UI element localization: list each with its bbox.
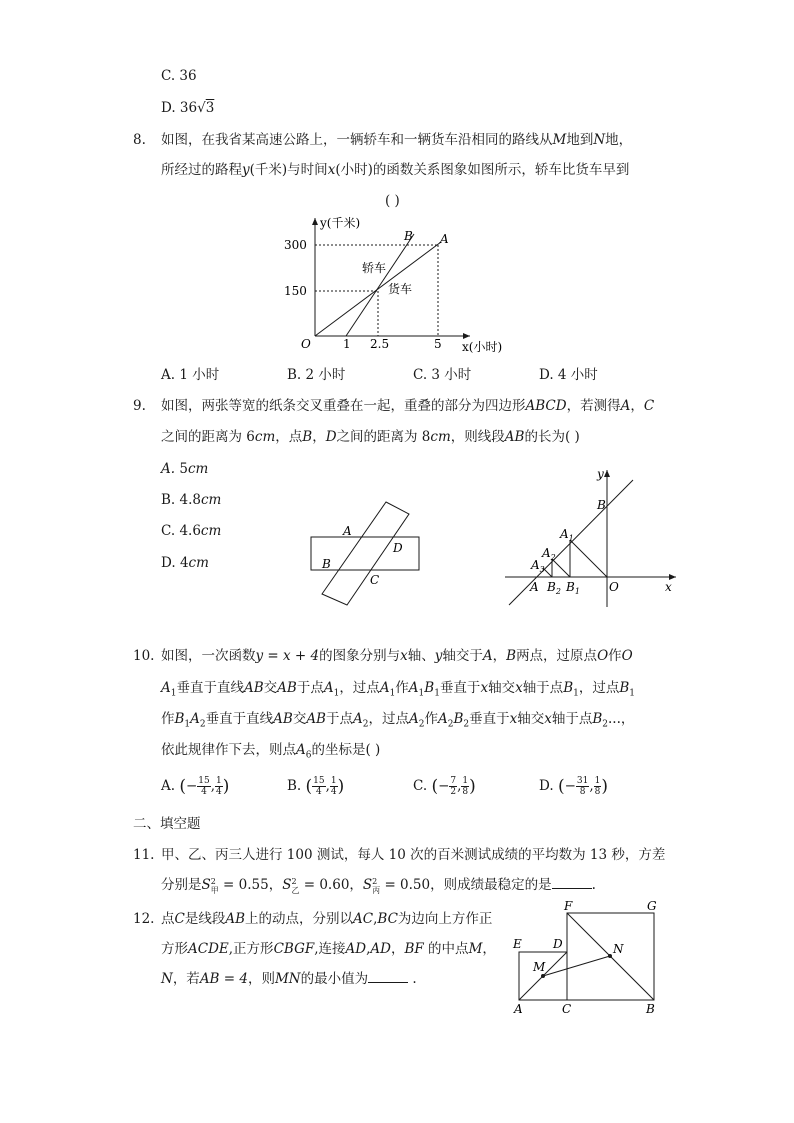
label-f: F [564,899,573,913]
q8-number: 8. [133,132,146,148]
q11-line-2: 分别是S 2 甲 = 0.55，S 2 乙 = 0.60，S 2 丙 = 0.50，则成绩最稳定的是 . [161,876,596,895]
point-m [541,974,545,978]
q11-number: 11. [133,847,155,863]
label-a: A [530,580,539,594]
label-n: N [613,942,624,956]
q7-option-d: D. 36√3 [161,100,215,116]
q8-line-2: 所经过的路程y(千米)与时间x(小时)的函数关系图象如图所示，轿车比货车早到 [161,162,630,178]
origin-label: O [301,337,311,351]
label-m: M [533,960,546,974]
label-a1: $A_1$ [560,527,574,543]
label-g: G [647,899,657,913]
answer-blank[interactable] [368,970,408,983]
q10-option-a: A. (− $\frac{15}{4}$ , $\frac{1}{4}$ ) [161,776,230,797]
label-c: C [562,1002,572,1016]
x-tick-1: 1 [343,337,351,351]
x-axis-arrow-icon [463,333,470,339]
y-tick-300: 300 [284,238,307,252]
q11-line-1: 甲、乙、丙三人进行 100 测试，每人 10 次的百米测试成绩的平均数为 13 秒，方差 [161,847,666,863]
label-b: B [597,498,606,512]
q12-line-1: 点C是线段AB上的动点，分别以AC,BC为边向上方作正 [161,911,493,927]
x-tick-5: 5 [434,337,442,351]
answer-blank[interactable] [552,876,592,889]
point-a-label: A [440,232,449,246]
label-d: D [553,937,563,951]
point-b-label: B [404,229,413,243]
q9-line-2: 之间的距离为 6cm，点B，D之间的距离为 8cm，则线段AB的长为( ) [161,429,580,445]
label-c: C [370,573,380,587]
y-axis-arrow-icon [312,218,318,225]
label-a3: $A_3$ [531,558,545,574]
x-tick-2-5: 2.5 [370,337,390,351]
sqrt-symbol: √ [197,100,206,116]
q10-number: 10. [133,648,155,664]
point-n [608,954,612,958]
q9-option-a: A. 5cm [161,461,209,477]
q9-number: 9. [133,398,146,414]
q9-option-c: C. 4.6cm [161,523,222,539]
label-o: O [609,580,619,594]
q12-figure [510,895,670,1020]
q10-option-c: C. (− $\frac{7}{2}$ , $\frac{1}{8}$ ) [413,776,476,797]
q7-option-c: C. 36 [161,68,197,84]
label-a2: $A_2$ [542,546,556,562]
q8-option-c: C. 3 小时 [413,367,472,383]
q8-line-1: 如图，在我省某高速公路上，一辆轿车和一辆货车沿相同的路线从M地到N地， [161,132,633,148]
car-label: 轿车 [362,261,387,275]
q10-line-1: 如图，一次函数y = x + 4的图象分别与x轴、y轴交于A，B两点，过原点O作O [161,648,633,664]
q8-option-a: A. 1 小时 [161,367,220,383]
truck-label: 货车 [388,282,413,296]
label-e: E [513,937,522,951]
q9-option-b: B. 4.8cm [161,492,222,508]
q12-number: 12. [133,911,155,927]
q8-option-d: D. 4 小时 [539,367,598,383]
q10-option-b: B. ( $\frac{15}{4}$ , $\frac{1}{4}$ ) [287,776,345,797]
q10-figure [500,465,685,610]
y-axis-arrow-icon [604,470,610,477]
x-axis-label: x(小时) [462,340,503,354]
seg-oa1 [570,540,607,577]
q10-line-2: $A_1$垂直于直线AB交AB于点$A_1$，过点$A_1$作$A_1B_1$垂直于x轴交x轴于点$B_1$，过点$B_1$ [161,680,635,699]
q10-line-3: 作$B_1A_2$垂直于直线AB交AB于点$A_2$，过点$A_2$作$A_2B_2$垂直于x轴交x轴于点$B_2$...， [161,711,635,730]
y-tick-150: 150 [284,284,307,298]
q9-line-1: 如图，两张等宽的纸条交叉重叠在一起，重叠的部分为四边形ABCD，若测得A，C [161,398,655,414]
label-b1: $B_1$ [566,580,580,596]
q8-answer-bracket: ( ) [385,193,400,209]
label-y: y [597,467,604,481]
q9-option-d: D. 4cm [161,555,209,571]
q12-line-3: N，若AB = 4，则MN的最小值为 . [161,971,417,987]
truck-line [315,242,441,336]
q8-option-b: B. 2 小时 [287,367,346,383]
q8-graph [280,210,520,360]
section-title: 二、填空题 [133,816,201,832]
label-x: x [665,580,672,594]
q12-line-2: 方形ACDE,正方形CBGF,连接AD,AD，BF 的中点M， [161,941,496,957]
label-a: A [514,1002,523,1016]
label-a: A [343,524,352,538]
label-b: B [322,557,331,571]
q10-line-4: 依此规律作下去，则点$A_6$的坐标是( ) [161,742,381,761]
y-axis-label: y(千米) [320,216,361,230]
label-d: D [393,541,403,555]
q9-figure [300,490,435,615]
label-b: B [646,1002,655,1016]
q10-option-d: D. (− $\frac{31}{8}$ , $\frac{1}{8}$ ) [539,776,609,797]
label-b2: $B_2$ [547,580,561,596]
